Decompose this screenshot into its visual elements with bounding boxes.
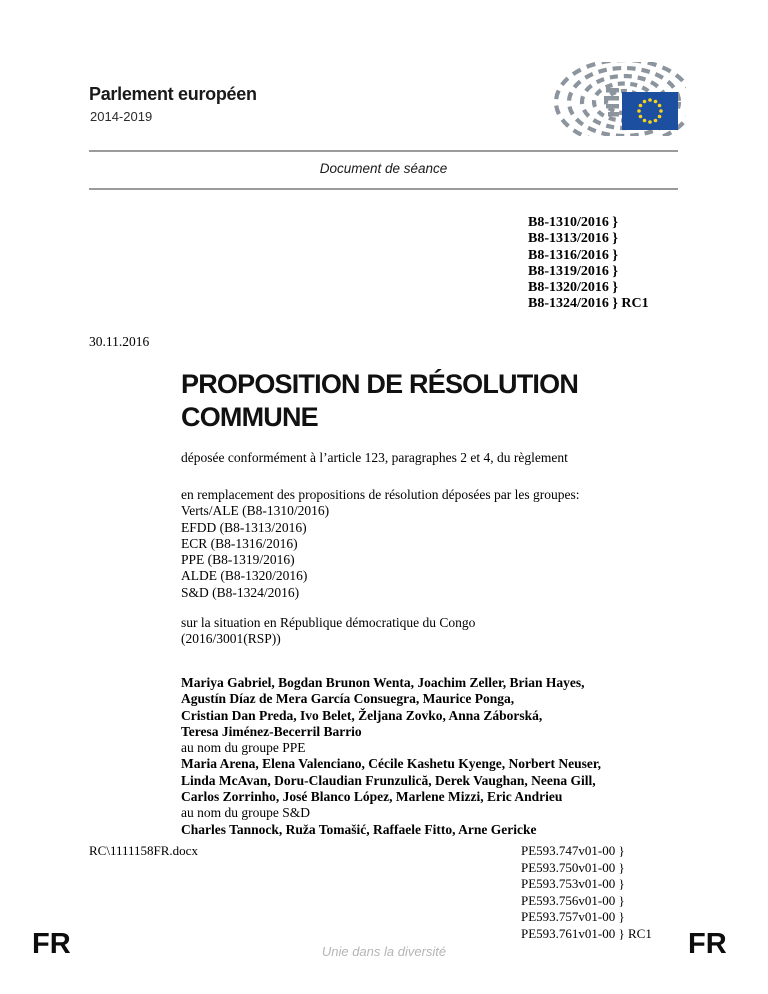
- pe-reference-line: PE593.747v01-00 }: [521, 843, 625, 858]
- group-attribution-line: au nom du groupe PPE: [181, 740, 306, 756]
- horizontal-divider-top: [89, 150, 678, 152]
- replaced-group-line: EFDD (B8-1313/2016): [181, 519, 307, 535]
- doc-number-line: B8-1320/2016 }: [528, 280, 618, 296]
- pe-reference-line: PE593.753v01-00 }: [521, 876, 625, 891]
- replaced-group-line: PPE (B8-1319/2016): [181, 552, 295, 568]
- pe-reference-line: PE593.757v01-00 }: [521, 909, 625, 924]
- document-title-line2: COMMUNE: [181, 402, 318, 432]
- eu-motto: Unie dans la diversité: [321, 944, 447, 959]
- procedure-reference: (2016/3001(RSP)): [181, 631, 281, 647]
- replaced-motions-block: [181, 487, 681, 601]
- institution-name: Parlement européen: [89, 84, 257, 104]
- signatories-block: [181, 675, 701, 838]
- european-parliament-logo-icon: [546, 62, 686, 136]
- pe-reference-line: PE593.761v01-00 } RC1: [521, 925, 652, 941]
- file-reference: RC\1111158FR.docx: [89, 843, 198, 858]
- signatory-line: Teresa Jiménez-Becerril Barrio: [181, 723, 362, 739]
- doc-number-line: B8-1313/2016 }: [528, 231, 618, 247]
- eu-flag: [622, 92, 678, 130]
- document-title: [181, 368, 578, 434]
- signatory-line: Cristian Dan Preda, Ivo Belet, Željana Zovko, Anna Záborská,: [181, 707, 543, 723]
- signatory-line: Mariya Gabriel, Bogdan Brunon Wenta, Joachim Zeller, Brian Hayes,: [181, 675, 585, 690]
- group-attribution-line: au nom du groupe S&D: [181, 805, 310, 821]
- pe-reference-line: PE593.756v01-00 }: [521, 892, 625, 908]
- replacing-intro-line: en remplacement des propositions de résolution déposées par les groupes:: [181, 487, 580, 502]
- doc-type-label: Document de séance: [319, 161, 448, 176]
- legal-basis-paragraph: déposée conformément à l’article 123, paragraphes 2 et 4, du règlement: [181, 450, 568, 465]
- horizontal-divider-bottom: [89, 188, 678, 190]
- signatory-line: Maria Arena, Elena Valenciano, Cécile Kashetu Kyenge, Norbert Neuser,: [181, 756, 601, 772]
- doc-number-line: B8-1324/2016 } RC1: [528, 296, 649, 312]
- pe-reference-line: PE593.750v01-00 }: [521, 859, 625, 875]
- document-title-line1: PROPOSITION DE RÉSOLUTION: [181, 369, 579, 399]
- signatory-line: Linda McAvan, Doru-Claudian Frunzulică, Derek Vaughan, Neena Gill,: [181, 772, 596, 788]
- document-date: 30.11.2016: [89, 334, 150, 349]
- subject-block: [181, 615, 681, 648]
- doc-number-line: B8-1316/2016 }: [528, 247, 618, 263]
- pe-reference-list: [521, 843, 652, 942]
- signatory-line: Agustín Díaz de Mera García Consuegra, Maurice Ponga,: [181, 691, 515, 707]
- replaced-group-line: ALDE (B8-1320/2016): [181, 568, 308, 584]
- legislature-years: 2014-2019: [90, 109, 153, 124]
- replaced-group-line: S&D (B8-1324/2016): [181, 584, 300, 600]
- doc-number-line: B8-1310/2016 }: [528, 215, 618, 230]
- language-code-right: FR: [688, 928, 727, 960]
- doc-number-line: B8-1319/2016 }: [528, 263, 618, 279]
- doc-number-list: [528, 215, 649, 313]
- replaced-group-line: Verts/ALE (B8-1310/2016): [181, 503, 330, 519]
- subject-line: sur la situation en République démocratique du Congo: [181, 615, 476, 630]
- replaced-group-line: ECR (B8-1316/2016): [181, 535, 298, 551]
- signatory-line: Carlos Zorrinho, José Blanco López, Marlene Mizzi, Eric Andrieu: [181, 789, 563, 805]
- language-code-left: FR: [32, 928, 71, 960]
- signatory-line: Charles Tannock, Ruža Tomašić, Raffaele Fitto, Arne Gericke: [181, 821, 537, 837]
